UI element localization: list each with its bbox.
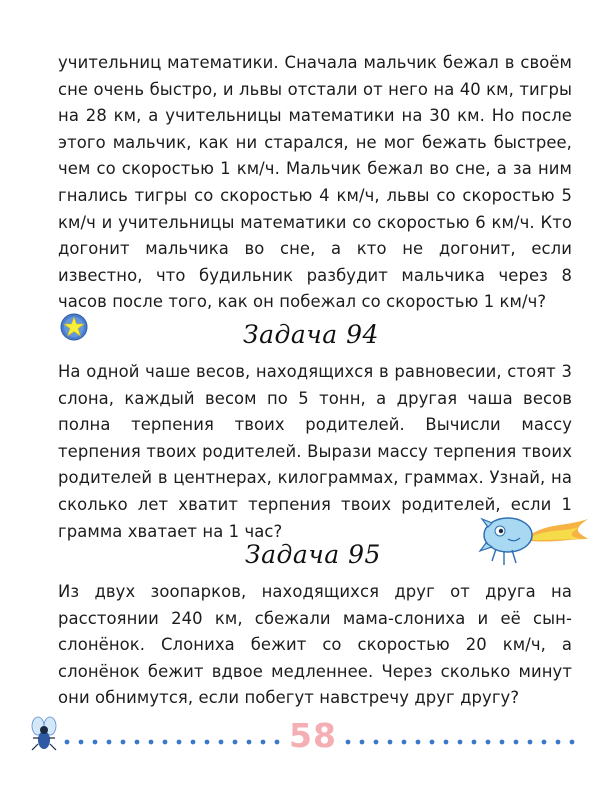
- page-number: 58: [289, 716, 337, 755]
- problem-95-text: Из двух зоопарков, находящихся друг от друга на расстоянии 240 км, сбежали мама-слониха и её сын-слонёнок. Слониха бежит со скоростью 20 км/ч, а слонёнок бежит вдвое медленнее. Через сколько минут они обнимутся, если побегут навстречу друг другу?: [58, 582, 572, 708]
- footer-dots-left: [64, 727, 280, 757]
- comet-fish-icon: [478, 505, 590, 567]
- star-badge-icon: [60, 313, 88, 341]
- problem-94-text: На одной чаше весов, находящихся в равновесии, стоят 3 слона, каждый весом по 5 тонн, а другая чаша весов полна терпения твоих родителей. Вычисли массу терпения твоих родителей. Вырази массу терпения твоих родителей в центнерах, килограммах, граммах. Узнай, на сколько лет хватит терпения твоих родителей, если 1 грамма хватает на 1 час?: [58, 362, 572, 541]
- fly-icon: [26, 716, 62, 754]
- intro-paragraph: учительниц математики. Сначала мальчик бежал в своём сне очень быстро, и львы отстали от него на 40 км, тигры на 28 км, а учительницы математики на 30 км. Но после этого мальчик, как ни старался, не мог бежать быстрее, чем со скоростью 1 км/ч. Мальчик бежал во сне, а за ним гнались тигры со скоростью 4 км/ч, львы со скоростью 5 км/ч и учительницы математики со скоростью 6 км/ч. Кто догонит мальчика во сне, а кто не догонит, если известно, что будильник разбудит мальчика через 8 часов после того, как он побежал со скоростью 1 км/ч?: [58, 53, 572, 312]
- footer-dots-right: [345, 727, 585, 757]
- problem-94-title: Задача 94: [243, 320, 379, 349]
- problem-95-title: Задача 95: [245, 540, 381, 569]
